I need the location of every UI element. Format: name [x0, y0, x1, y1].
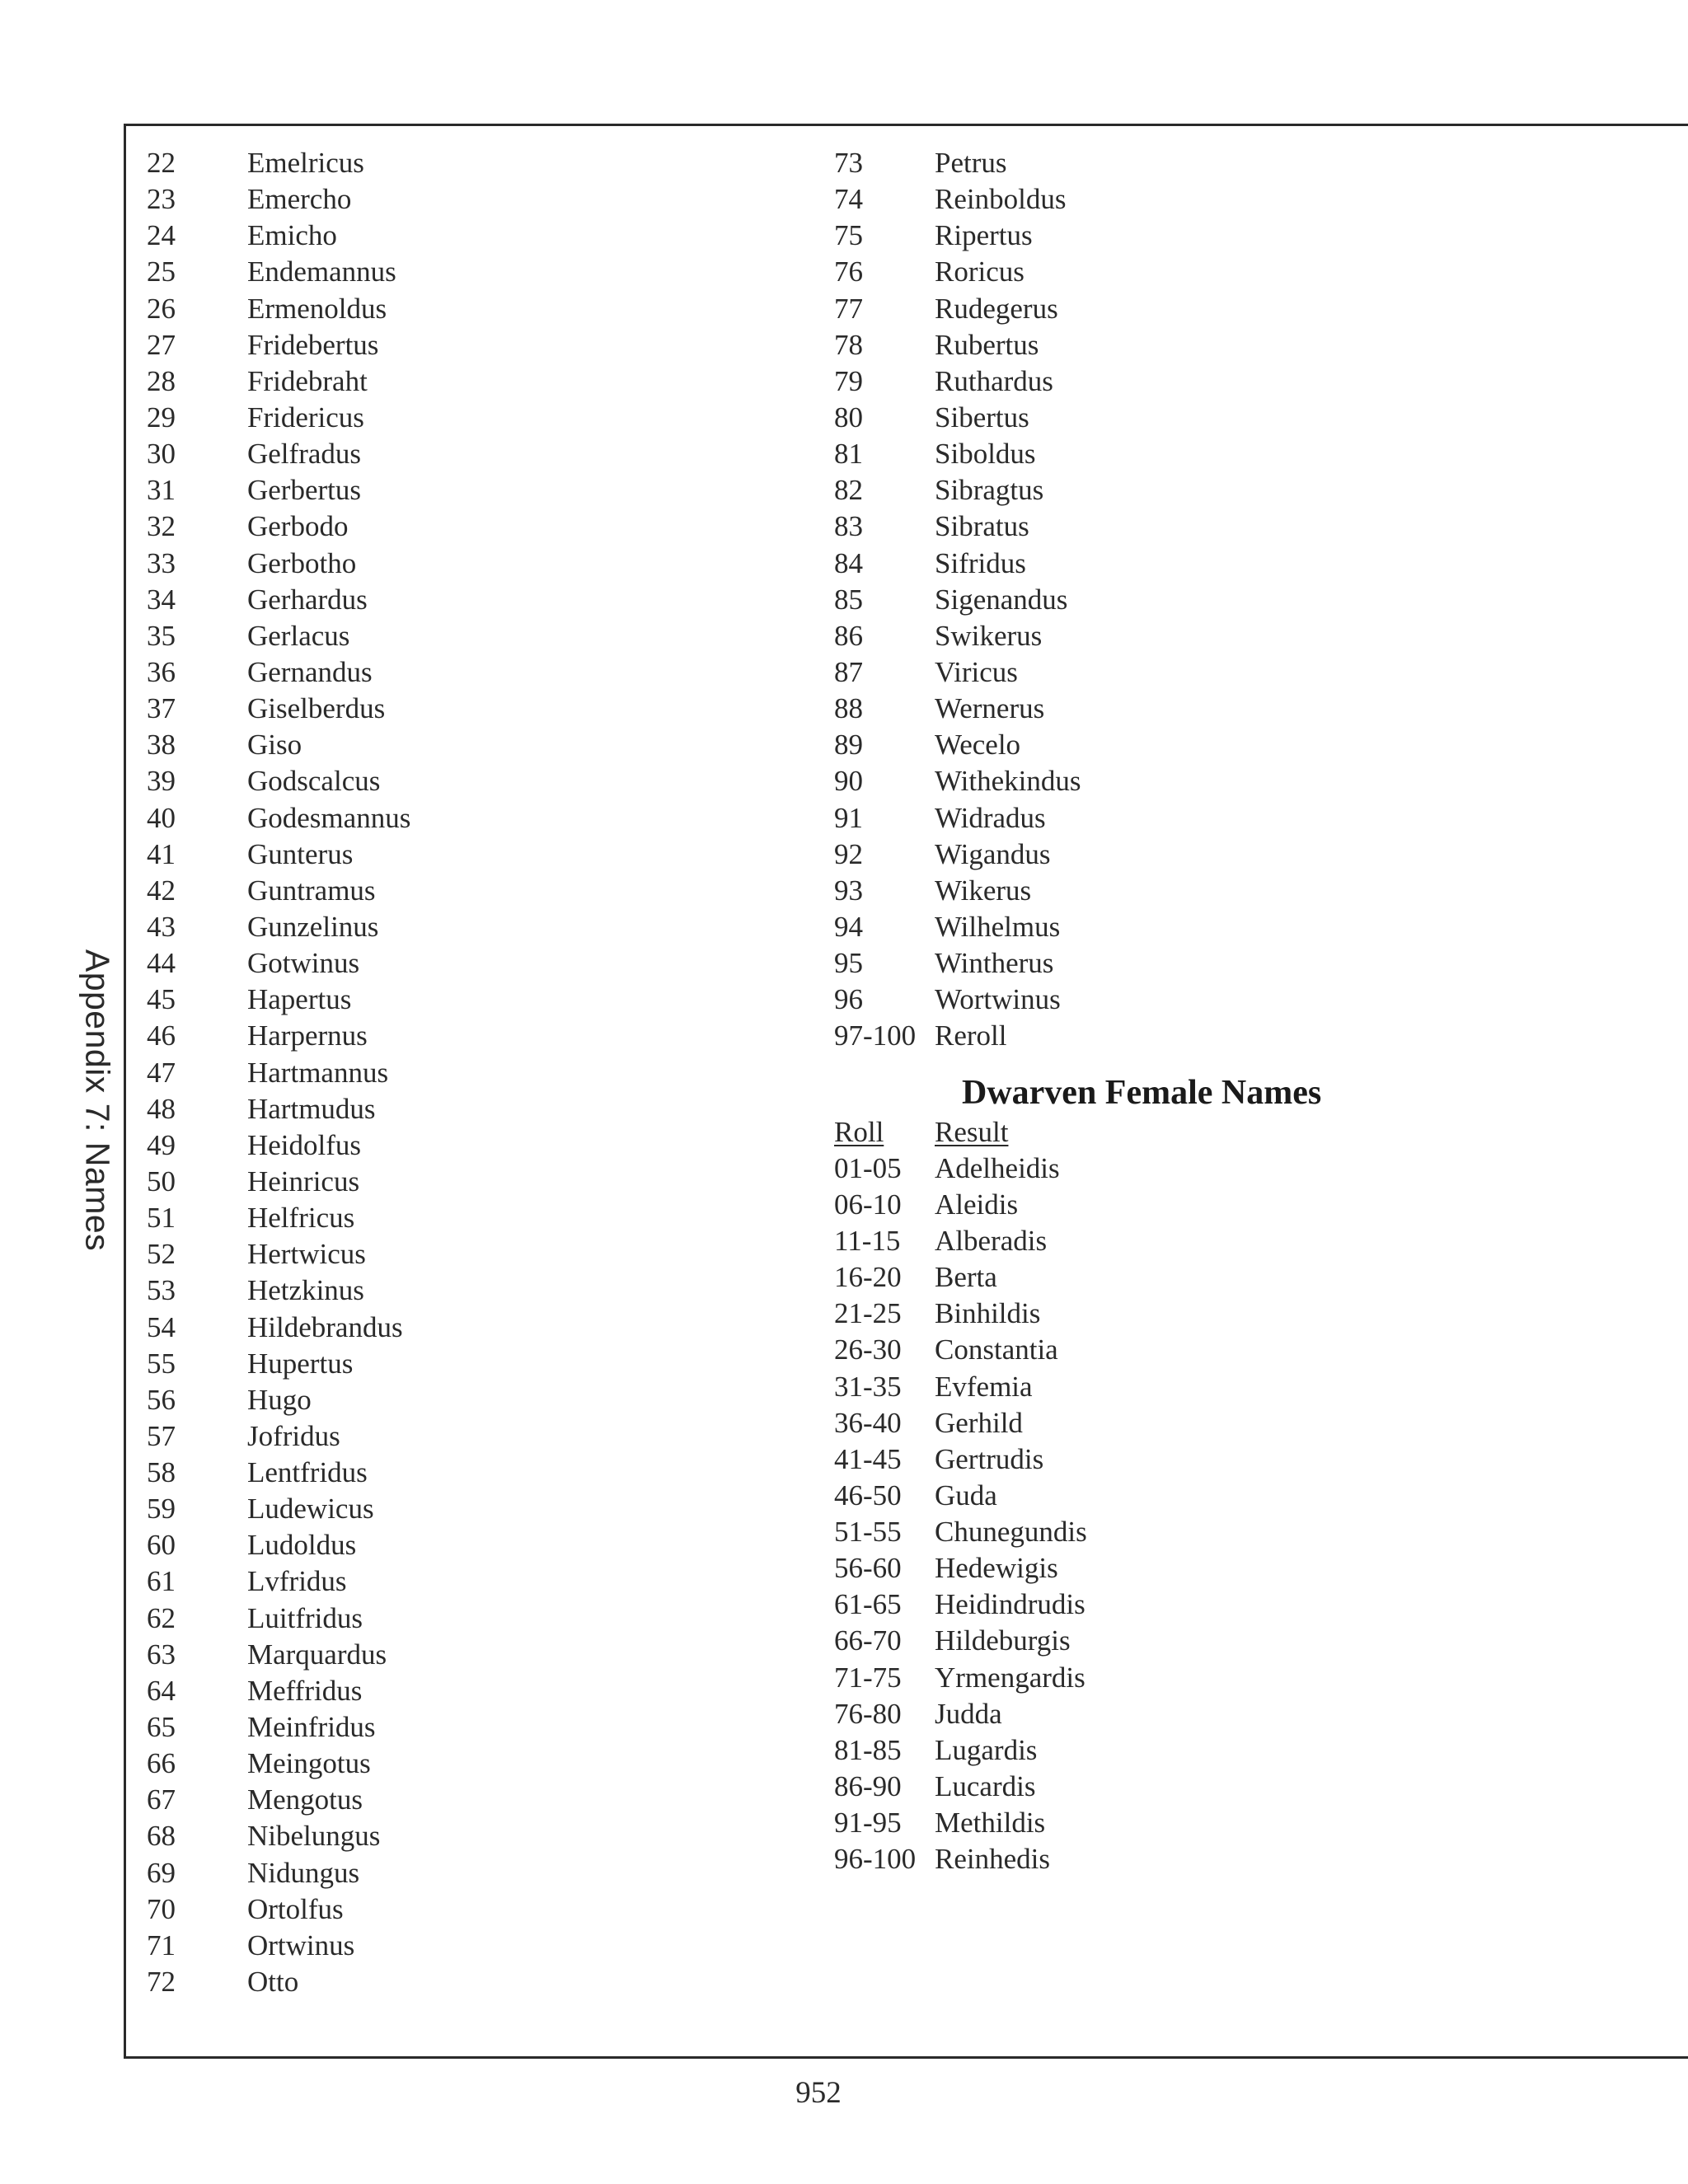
- table-row: [147, 1746, 410, 1782]
- name-value: Jofridus: [247, 1419, 340, 1452]
- roll-value: 24: [147, 219, 176, 252]
- name-value: Lvfridus: [247, 1565, 347, 1598]
- roll-value: 87: [834, 655, 863, 688]
- name-value: Giselberdus: [247, 692, 386, 725]
- table-row: [147, 1891, 410, 1928]
- table-row: [147, 218, 410, 254]
- name-value: Ortwinus: [247, 1929, 355, 1961]
- roll-value: 57: [147, 1419, 176, 1452]
- roll-value: 78: [834, 328, 863, 361]
- name-value: Gerbotho: [247, 546, 357, 579]
- table-row: [834, 218, 1321, 254]
- roll-value: 88: [834, 692, 863, 725]
- table-row: [147, 1491, 410, 1527]
- table-row: [147, 472, 410, 509]
- roll-value: 33: [147, 546, 176, 579]
- name-value: Rudegerus: [935, 292, 1058, 325]
- roll-value: 79: [834, 364, 863, 397]
- roll-value: 50: [147, 1165, 176, 1197]
- name-value: Hartmannus: [247, 1056, 389, 1089]
- table-row: [834, 618, 1321, 654]
- name-value: Heinricus: [247, 1165, 360, 1197]
- name-value: Reinboldus: [935, 183, 1067, 216]
- appendix-side-label: Appendix 7: Names: [78, 949, 117, 1252]
- table-row: [147, 1018, 410, 1054]
- roll-value: 54: [147, 1310, 176, 1343]
- name-value: Sibertus: [935, 401, 1029, 434]
- roll-value: 67: [147, 1783, 176, 1816]
- roll-value: 43: [147, 910, 176, 943]
- roll-value: 92: [834, 837, 863, 870]
- roll-value: 66-70: [834, 1624, 902, 1657]
- roll-value: 47: [147, 1056, 176, 1089]
- table-row: [147, 873, 410, 909]
- roll-value: 60: [147, 1529, 176, 1562]
- roll-value: 71-75: [834, 1661, 902, 1694]
- table-row: [834, 1441, 1321, 1478]
- roll-value: 37: [147, 692, 176, 725]
- name-value: Alberadis: [935, 1224, 1048, 1257]
- table-row: [834, 436, 1321, 472]
- name-value: Gerbodo: [247, 510, 349, 543]
- roll-value: 81: [834, 438, 863, 471]
- name-value: Endemannus: [247, 255, 396, 288]
- roll-value: 25: [147, 255, 176, 288]
- name-value: Gerlacus: [247, 619, 350, 652]
- table-row: [834, 254, 1321, 290]
- table-row: [147, 1563, 410, 1600]
- name-value: Ludoldus: [247, 1529, 357, 1562]
- name-value: Roricus: [935, 255, 1025, 288]
- roll-value: 41-45: [834, 1442, 902, 1475]
- roll-value: 41: [147, 837, 176, 870]
- roll-value: 44: [147, 947, 176, 980]
- name-value: Otto: [247, 1966, 299, 1999]
- table-row: [147, 145, 410, 181]
- table-row: [147, 727, 410, 763]
- table-row: [147, 1200, 410, 1236]
- page-number: 952: [795, 2076, 842, 2110]
- roll-value: 39: [147, 765, 176, 798]
- name-value: Gerhild: [935, 1406, 1023, 1439]
- name-value: Hedewigis: [935, 1552, 1058, 1585]
- table-header-row: [834, 1114, 1321, 1151]
- roll-value: 29: [147, 401, 176, 434]
- name-value: Marquardus: [247, 1638, 387, 1671]
- table-row: [147, 1127, 410, 1164]
- table-row: [147, 1818, 410, 1854]
- table-row: [834, 1623, 1321, 1659]
- table-row: [147, 1418, 410, 1455]
- name-value: Hapertus: [247, 983, 352, 1016]
- name-value: Rubertus: [935, 328, 1039, 361]
- name-value: Guda: [935, 1479, 997, 1511]
- name-value: Hildeburgis: [935, 1624, 1071, 1657]
- table-row: [147, 327, 410, 363]
- roll-value: 76: [834, 255, 863, 288]
- roll-value: 16-20: [834, 1261, 902, 1294]
- name-value: Aleidis: [935, 1188, 1019, 1221]
- roll-value: 65: [147, 1711, 176, 1744]
- roll-value: 64: [147, 1674, 176, 1707]
- name-value: Lugardis: [935, 1733, 1038, 1766]
- roll-value: 81-85: [834, 1733, 902, 1766]
- name-value: Emicho: [247, 219, 337, 252]
- roll-value: 26: [147, 292, 176, 325]
- table-row: [147, 945, 410, 982]
- name-value: Adelheidis: [935, 1151, 1060, 1184]
- table-row: [147, 291, 410, 327]
- table-row: [834, 1369, 1321, 1405]
- roll-value: 53: [147, 1274, 176, 1307]
- name-value: Methildis: [935, 1807, 1046, 1840]
- roll-value: 61: [147, 1565, 176, 1598]
- roll-value: 86-90: [834, 1770, 902, 1803]
- roll-value: 51: [147, 1202, 176, 1235]
- roll-value: 36: [147, 655, 176, 688]
- table-row: [147, 436, 410, 472]
- table-row: [834, 1478, 1321, 1514]
- name-value: Fridebraht: [247, 364, 368, 397]
- table-row: [147, 1272, 410, 1309]
- section-title: Dwarven Female Names: [962, 1073, 1322, 1112]
- table-row: [834, 400, 1321, 436]
- name-value: Giso: [247, 729, 302, 762]
- table-row: [147, 1455, 410, 1491]
- roll-value: 96-100: [834, 1843, 917, 1876]
- roll-value: 42: [147, 874, 176, 907]
- name-value: Widradus: [935, 801, 1046, 834]
- table-row: [147, 1164, 410, 1200]
- roll-value: 38: [147, 729, 176, 762]
- name-value: Gerbertus: [247, 474, 362, 507]
- name-value: Hetzkinus: [247, 1274, 364, 1307]
- table-row: [834, 1018, 1321, 1054]
- table-row: [834, 982, 1321, 1018]
- table-row: [834, 800, 1321, 837]
- table-row: [834, 145, 1321, 181]
- table-row: [147, 654, 410, 691]
- name-value: Hartmudus: [247, 1092, 376, 1125]
- roll-value: 96: [834, 983, 863, 1016]
- name-value: Hupertus: [247, 1347, 354, 1380]
- roll-value: 62: [147, 1601, 176, 1634]
- name-value: Sibratus: [935, 510, 1029, 543]
- table-row: [834, 1223, 1321, 1259]
- name-value: Sifridus: [935, 546, 1026, 579]
- name-value: Wintherus: [935, 947, 1054, 980]
- roll-value: 34: [147, 583, 176, 616]
- table-row: [834, 472, 1321, 509]
- table-row: [147, 1964, 410, 2000]
- name-value: Gerhardus: [247, 583, 368, 616]
- name-value: Luitfridus: [247, 1601, 363, 1634]
- table-row: [147, 1236, 410, 1272]
- roll-value: 97-100: [834, 1019, 917, 1052]
- roll-value: 82: [834, 474, 863, 507]
- name-value: Berta: [935, 1261, 997, 1294]
- table-row: [147, 1091, 410, 1127]
- name-value: Viricus: [935, 655, 1018, 688]
- roll-value: 56: [147, 1383, 176, 1416]
- table-row: [834, 837, 1321, 873]
- table-row: [147, 1382, 410, 1418]
- roll-value: 77: [834, 292, 863, 325]
- table-row: [147, 837, 410, 873]
- name-value: Gernandus: [247, 655, 373, 688]
- name-value: Emelricus: [247, 147, 364, 179]
- table-row: [834, 1187, 1321, 1223]
- table-row: [147, 1673, 410, 1709]
- table-row: [147, 181, 410, 218]
- table-row: [834, 509, 1321, 545]
- table-row: [834, 691, 1321, 727]
- roll-value: 28: [147, 364, 176, 397]
- table-row: [834, 291, 1321, 327]
- name-value: Wecelo: [935, 729, 1021, 762]
- table-row: [834, 1660, 1321, 1696]
- table-row: [834, 727, 1321, 763]
- roll-value: 48: [147, 1092, 176, 1125]
- table-row: [834, 654, 1321, 691]
- name-value: Meffridus: [247, 1674, 363, 1707]
- table-row: [147, 509, 410, 545]
- roll-value: 46: [147, 1019, 176, 1052]
- table-row: [147, 363, 410, 400]
- table-row: [147, 1527, 410, 1563]
- name-value: Ludewicus: [247, 1493, 374, 1526]
- roll-value: 21-25: [834, 1297, 902, 1330]
- roll-value: 51-55: [834, 1516, 902, 1549]
- table-row: [147, 982, 410, 1018]
- name-value: Gelfradus: [247, 438, 362, 471]
- table-row: [147, 582, 410, 618]
- table-row: [147, 763, 410, 799]
- table-row: [834, 1769, 1321, 1805]
- roll-value: 74: [834, 183, 863, 216]
- name-value: Ruthardus: [935, 364, 1053, 397]
- name-value: Ripertus: [935, 219, 1033, 252]
- name-value: Hildebrandus: [247, 1310, 403, 1343]
- name-value: Heidindrudis: [935, 1588, 1085, 1621]
- table-row: [147, 1709, 410, 1746]
- roll-value: 91-95: [834, 1807, 902, 1840]
- roll-value: 71: [147, 1929, 176, 1961]
- table-row: [834, 1151, 1321, 1187]
- name-value: Godscalcus: [247, 765, 381, 798]
- name-value: Siboldus: [935, 438, 1036, 471]
- table-row: [147, 1855, 410, 1891]
- roll-value: 95: [834, 947, 863, 980]
- table-row: [834, 1296, 1321, 1332]
- roll-column-header: Roll: [834, 1115, 884, 1148]
- table-row: [147, 1601, 410, 1637]
- roll-value: 59: [147, 1493, 176, 1526]
- roll-value: 56-60: [834, 1552, 902, 1585]
- roll-value: 61-65: [834, 1588, 902, 1621]
- name-value: Fridebertus: [247, 328, 379, 361]
- name-value: Harpernus: [247, 1019, 368, 1052]
- name-value: Godesmannus: [247, 801, 411, 834]
- roll-value: 90: [834, 765, 863, 798]
- name-value: Guntramus: [247, 874, 376, 907]
- roll-value: 49: [147, 1128, 176, 1161]
- roll-value: 01-05: [834, 1151, 902, 1184]
- table-row: [834, 873, 1321, 909]
- roll-value: 31-35: [834, 1370, 902, 1403]
- roll-value: 22: [147, 147, 176, 179]
- table-row: [147, 1928, 410, 1964]
- roll-value: 73: [834, 147, 863, 179]
- roll-value: 94: [834, 910, 863, 943]
- name-value: Constantia: [935, 1333, 1058, 1366]
- name-value: Binhildis: [935, 1297, 1041, 1330]
- roll-value: 35: [147, 619, 176, 652]
- table-row: [834, 1514, 1321, 1550]
- table-row: [834, 1841, 1321, 1877]
- name-value: Sigenandus: [935, 583, 1068, 616]
- name-value: Wilhelmus: [935, 910, 1061, 943]
- roll-value: 26-30: [834, 1333, 902, 1366]
- table-row: [147, 1055, 410, 1091]
- name-value: Nidungus: [247, 1856, 360, 1889]
- name-value: Petrus: [935, 147, 1007, 179]
- roll-value: 36-40: [834, 1406, 902, 1439]
- roll-value: 91: [834, 801, 863, 834]
- male-names-column-left: [147, 145, 410, 2000]
- table-row: [147, 691, 410, 727]
- roll-value: 63: [147, 1638, 176, 1671]
- name-value: Gertrudis: [935, 1442, 1044, 1475]
- table-row: [834, 1732, 1321, 1769]
- name-value: Helfricus: [247, 1202, 355, 1235]
- name-value: Reroll: [935, 1019, 1007, 1052]
- roll-value: 69: [147, 1856, 176, 1889]
- roll-value: 32: [147, 510, 176, 543]
- name-value: Wortwinus: [935, 983, 1061, 1016]
- roll-value: 84: [834, 546, 863, 579]
- name-value: Wikerus: [935, 874, 1032, 907]
- roll-value: 58: [147, 1456, 176, 1489]
- roll-value: 86: [834, 619, 863, 652]
- name-value: Wigandus: [935, 837, 1051, 870]
- table-row: [834, 945, 1321, 982]
- table-row: [834, 1696, 1321, 1732]
- name-value: Chunegundis: [935, 1516, 1087, 1549]
- table-row: [147, 1310, 410, 1346]
- table-row: [834, 327, 1321, 363]
- roll-value: 83: [834, 510, 863, 543]
- table-row: [834, 181, 1321, 218]
- table-row: [834, 363, 1321, 400]
- name-value: Meinfridus: [247, 1711, 376, 1744]
- roll-value: 70: [147, 1892, 176, 1925]
- name-value: Swikerus: [935, 619, 1043, 652]
- roll-value: 27: [147, 328, 176, 361]
- name-value: Ortolfus: [247, 1892, 344, 1925]
- table-row: [834, 909, 1321, 945]
- name-value: Lentfridus: [247, 1456, 368, 1489]
- name-value: Ermenoldus: [247, 292, 387, 325]
- name-value: Hertwicus: [247, 1238, 366, 1271]
- table-row: [147, 546, 410, 582]
- female-names-table: [834, 1151, 1321, 1878]
- name-value: Heidolfus: [247, 1128, 362, 1161]
- roll-value: 75: [834, 219, 863, 252]
- name-value: Wernerus: [935, 692, 1045, 725]
- roll-value: 30: [147, 438, 176, 471]
- roll-value: 80: [834, 401, 863, 434]
- table-row: [834, 1805, 1321, 1841]
- roll-value: 40: [147, 801, 176, 834]
- name-value: Evfemia: [935, 1370, 1033, 1403]
- table-row: [147, 1782, 410, 1818]
- roll-value: 68: [147, 1820, 176, 1853]
- name-value: Mengotus: [247, 1783, 363, 1816]
- male-names-column-right: [834, 145, 1321, 1877]
- table-row: [834, 582, 1321, 618]
- roll-value: 89: [834, 729, 863, 762]
- male-names-continued: [834, 145, 1321, 1055]
- table-row: [834, 1586, 1321, 1623]
- table-row: [147, 800, 410, 837]
- name-value: Sibragtus: [935, 474, 1044, 507]
- name-value: Nibelungus: [247, 1820, 381, 1853]
- table-row: [147, 1637, 410, 1673]
- table-row: [834, 546, 1321, 582]
- name-value: Gunzelinus: [247, 910, 379, 943]
- table-row: [147, 618, 410, 654]
- name-value: Meingotus: [247, 1747, 371, 1780]
- roll-value: 11-15: [834, 1224, 901, 1257]
- name-value: Withekindus: [935, 765, 1081, 798]
- roll-value: 45: [147, 983, 176, 1016]
- table-row: [147, 400, 410, 436]
- table-row: [834, 1259, 1321, 1296]
- roll-value: 55: [147, 1347, 176, 1380]
- roll-value: 23: [147, 183, 176, 216]
- roll-value: 52: [147, 1238, 176, 1271]
- table-row: [147, 254, 410, 290]
- roll-value: 06-10: [834, 1188, 902, 1221]
- name-value: Yrmengardis: [935, 1661, 1085, 1694]
- table-row: [147, 909, 410, 945]
- table-row: [834, 1550, 1321, 1586]
- name-value: Reinhedis: [935, 1843, 1050, 1876]
- roll-value: 93: [834, 874, 863, 907]
- table-row: [834, 763, 1321, 799]
- roll-value: 76-80: [834, 1697, 902, 1730]
- name-value: Lucardis: [935, 1770, 1036, 1803]
- roll-value: 31: [147, 474, 176, 507]
- roll-value: 46-50: [834, 1479, 902, 1511]
- name-value: Judda: [935, 1697, 1002, 1730]
- roll-value: 66: [147, 1747, 176, 1780]
- roll-value: 85: [834, 583, 863, 616]
- table-row: [834, 1405, 1321, 1441]
- result-column-header: Result: [935, 1115, 1009, 1148]
- name-value: Hugo: [247, 1383, 312, 1416]
- table-row: [147, 1346, 410, 1382]
- name-value: Gotwinus: [247, 947, 360, 980]
- roll-value: 72: [147, 1966, 176, 1999]
- name-value: Fridericus: [247, 401, 364, 434]
- name-value: Emercho: [247, 183, 352, 216]
- table-row: [834, 1332, 1321, 1368]
- name-value: Gunterus: [247, 837, 354, 870]
